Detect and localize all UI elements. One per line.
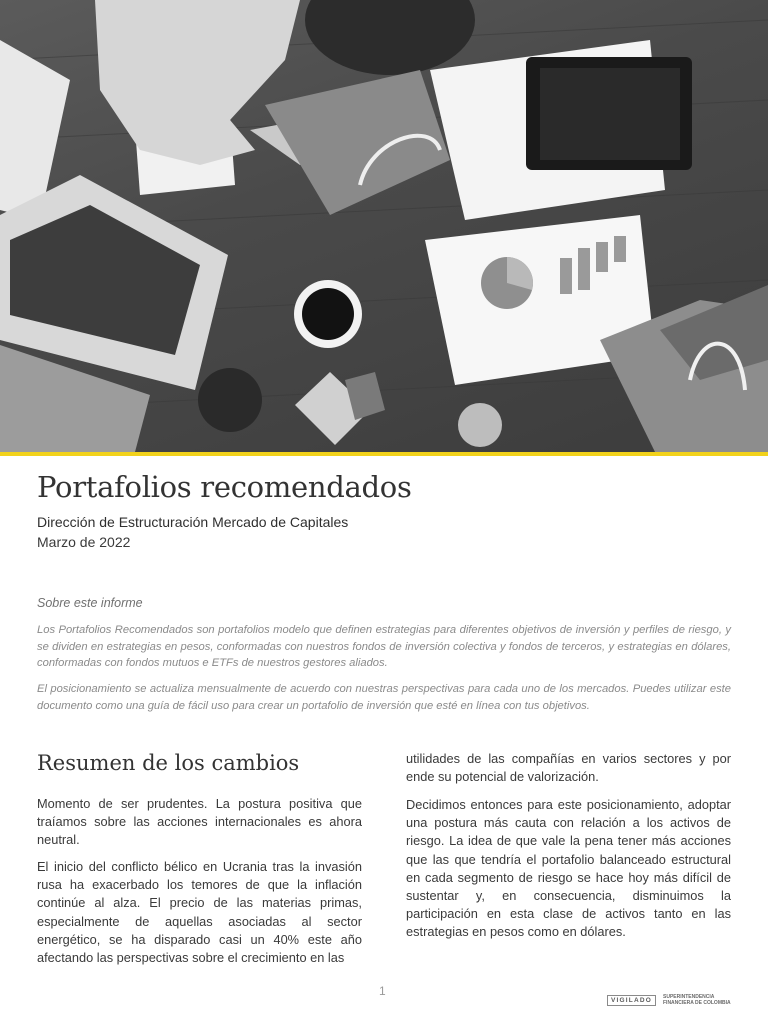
about-paragraph: El posicionamiento se actualiza mensualmente de acuerdo con nuestras perspectivas para cada uno de los mercados. Puedes utilizar este documento como una guía de fácil uso para crear un portafolio de inversión que esté en línea con tus objetivos. (37, 683, 731, 712)
accent-divider (0, 452, 768, 456)
about-heading: Sobre este informe (37, 596, 143, 610)
summary-heading: Resumen de los cambios (37, 751, 300, 775)
pen-holder (198, 368, 262, 432)
summary-paragraph-left: El inicio del conflicto bélico en Ucrania tras la invasión rusa ha exacerbado los temores de que la inflación continúe al alza. El precio de las materias primas, especialmente de aquellas asociadas al sector energético, se ha disparado casi un 40% este año afectando las perspectivas sobre el crecimiento en las (37, 859, 362, 966)
vigilado-logo: VIGILADO (607, 995, 656, 1006)
about-paragraph: Los Portafolios Recomendados son portafolios modelo que definen estrategias para diferentes objetivos de inversión y perfiles de riesgo, y se dividen en estrategias en pesos, conformadas con nuestros fondos de inversión colectiva y fondos de terceros, y estrategias en dólares, conformadas con fondos mutuos e ETFs de nuestros gestores aliados. (37, 624, 731, 670)
folder (265, 70, 450, 215)
document-subtitle: Dirección de Estructuración Mercado de Capitales (37, 514, 349, 530)
summary-paragraph-left: Momento de ser prudentes. La postura positiva que traíamos sobre las acciones internacionales es ahora neutral. (37, 796, 362, 848)
summary-paragraph-right: Decidimos entonces para este posicionamiento, adoptar una postura más cauta con relación a los activos de riesgo. La idea de que vale la pena tener más acciones que las que tendría el portafolio balanceado estructural en cada segmento de riesgo se hace hoy más difícil de sustentar y, en consecuencia, disminuimos la participación en esta clase de activos tanto en las estrategias en pesos como en dólares. (406, 797, 731, 940)
document-date: Marzo de 2022 (37, 534, 131, 550)
page-number: 1 (379, 984, 386, 998)
document-title: Portafolios recomendados (37, 470, 412, 504)
summary-paragraph-right: utilidades de las compañías en varios sectores y por ende su potencial de valorización. (406, 751, 731, 785)
desk-illustration (0, 0, 768, 452)
person-head (305, 0, 475, 75)
hero-photo (0, 0, 768, 452)
regulator-logo: SUPERINTENDENCIA FINANCIERA DE COLOMBIA (663, 994, 731, 1006)
paper-clips (458, 403, 502, 447)
